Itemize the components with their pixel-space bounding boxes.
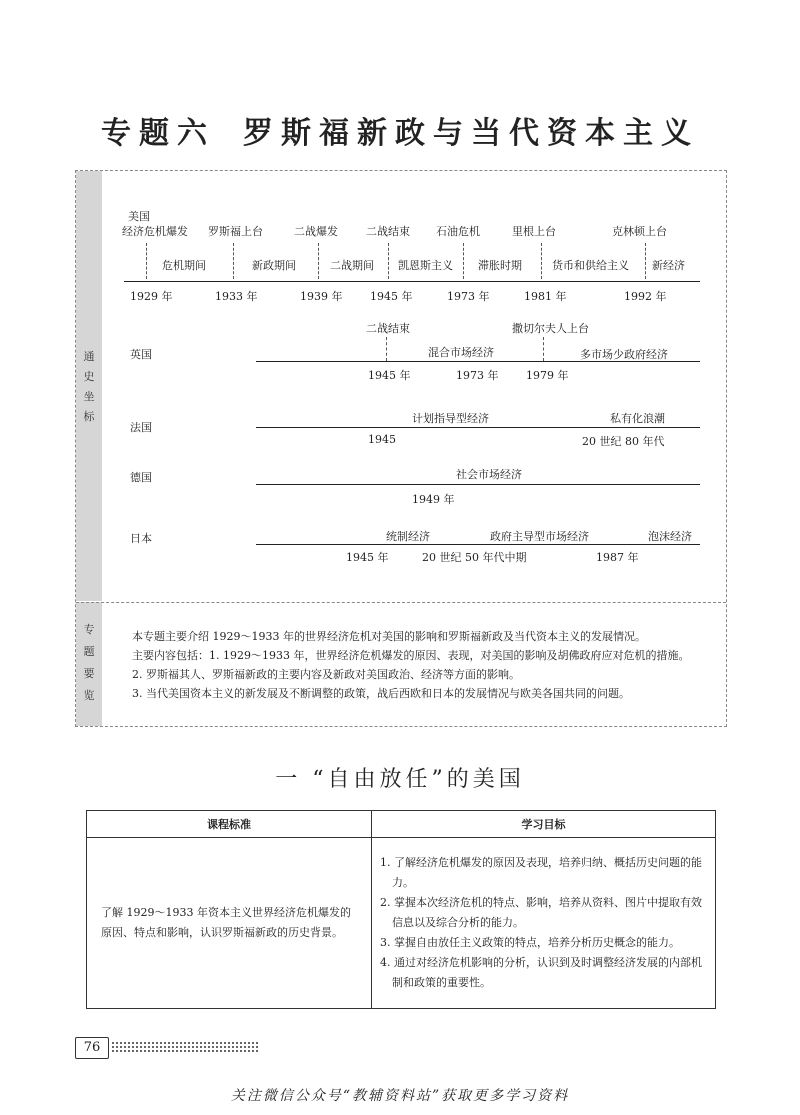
timeline-period: 凯恩斯主义 (398, 259, 453, 272)
timeline-year: 1973 年 (456, 369, 499, 382)
timeline-period: 社会市场经济 (456, 468, 522, 481)
timeline-label: 美国 (128, 210, 150, 223)
timeline-year: 1981 年 (524, 290, 567, 303)
timeline-tick (645, 243, 646, 279)
timeline-period: 危机期间 (162, 259, 206, 272)
side-char: 通 (83, 350, 95, 363)
country-label: 日本 (130, 532, 152, 545)
table-header: 学习目标 (372, 811, 716, 838)
timeline-axis (256, 484, 700, 485)
overview-line: 3. 当代美国资本主义的新发展及不断调整的政策，战后西欧和日本的发展情况与欧美各国共同的问题。 (132, 687, 630, 700)
page-number-block (75, 1037, 259, 1059)
timeline-axis (256, 544, 700, 545)
timeline-label: 二战结束 (366, 322, 410, 335)
side-char: 要 (83, 667, 95, 680)
side-char: 题 (83, 645, 95, 658)
timeline-year: 1929 年 (130, 290, 173, 303)
timeline-period: 私有化浪潮 (610, 412, 665, 425)
learning-goals (372, 838, 716, 1009)
timeline-label: 二战结束 (366, 225, 410, 238)
curriculum-table (86, 810, 716, 1009)
timeline-axis (124, 281, 700, 282)
timeline-year: 1945 年 (370, 290, 413, 303)
timeline-period: 二战期间 (330, 259, 374, 272)
timeline-period: 滞胀时期 (478, 259, 522, 272)
timeline-tick (543, 337, 544, 361)
timeline-year: 1945 (368, 433, 396, 446)
goal-item: 3. 掌握自由放任主义政策的特点，培养分析历史概念的能力。 (380, 936, 680, 949)
timeline-tick (318, 243, 319, 279)
timeline-year: 20 世纪 50 年代中期 (422, 551, 527, 564)
frame-divider (76, 602, 726, 603)
table-header: 课程标准 (87, 811, 372, 838)
timeline-label: 经济危机爆发 (122, 225, 188, 238)
timeline-tick (386, 337, 387, 361)
timeline-year: 1979 年 (526, 369, 569, 382)
timeline-axis (256, 427, 700, 428)
timeline-period: 新经济 (652, 259, 685, 272)
timeline-label: 二战爆发 (294, 225, 338, 238)
timeline-year: 1933 年 (215, 290, 258, 303)
timeline-label: 石油危机 (436, 225, 480, 238)
timeline-period: 货币和供给主义 (552, 259, 629, 272)
timeline-year: 1949 年 (412, 493, 455, 506)
title-part2: 罗斯福新政与当代资本主义 (243, 116, 699, 151)
timeline-period: 计划指导型经济 (412, 412, 489, 425)
timeline-period: 多市场少政府经济 (580, 348, 668, 361)
side-char: 专 (83, 623, 95, 636)
title-part1: 专题六 (101, 116, 215, 151)
overview-side-label (76, 602, 102, 726)
timeline-tick (146, 243, 147, 279)
side-char: 坐 (83, 390, 95, 403)
footer-note: 关注微信公众号“教辅资料站”获取更多学习资料 (230, 1088, 570, 1104)
timeline-year: 1973 年 (447, 290, 490, 303)
timeline-year: 1939 年 (300, 290, 343, 303)
side-char: 标 (83, 410, 95, 423)
country-label: 英国 (130, 348, 152, 361)
timeline-label: 罗斯福上台 (208, 225, 263, 238)
timeline-period: 泡沫经济 (648, 530, 692, 543)
timeline-period: 统制经济 (386, 530, 430, 543)
page-title (0, 108, 800, 152)
timeline-period: 混合市场经济 (428, 346, 494, 359)
timeline-period: 新政期间 (252, 259, 296, 272)
goal-item: 1. 了解经济危机爆发的原因及表现，培养归纳、概括历史问题的能力。 (380, 856, 702, 889)
timeline-year: 1945 年 (346, 551, 389, 564)
curriculum-standard: 了解 1929～1933 年资本主义世界经济危机爆发的原因、特点和影响，认识罗斯福新政的历史背景。 (87, 838, 372, 1009)
timeline-period: 政府主导型市场经济 (490, 530, 589, 543)
timeline-year: 20 世纪 80 年代 (582, 435, 665, 448)
timeline-year: 1945 年 (368, 369, 411, 382)
timeline-tick (463, 243, 464, 279)
timeline-label: 克林顿上台 (612, 225, 667, 238)
goal-item: 4. 通过对经济危机影响的分析，认识到及时调整经济发展的内部机制和政策的重要性。 (380, 956, 702, 989)
side-char: 史 (83, 370, 95, 383)
timeline-year: 1987 年 (596, 551, 639, 564)
timeline-label: 撒切尔夫人上台 (512, 322, 589, 335)
timeline-axis (256, 361, 700, 362)
timeline-label: 里根上台 (512, 225, 556, 238)
goal-item: 2. 掌握本次经济危机的特点、影响，培养从资料、图片中提取有效信息以及综合分析的能力。 (380, 896, 702, 929)
page-number: 76 (75, 1037, 109, 1059)
dotted-decoration (111, 1041, 259, 1053)
timeline-year: 1992 年 (624, 290, 667, 303)
overview-line: 2. 罗斯福其人、罗斯福新政的主要内容及新政对美国政治、经济等方面的影响。 (132, 668, 520, 681)
overview-line: 本专题主要介绍 1929～1933 年的世界经济危机对美国的影响和罗斯福新政及当代资本主义的发展情况。 (132, 630, 646, 643)
section-title: 一 “自由放任”的美国 (275, 767, 525, 792)
overview-line: 主要内容包括：1. 1929～1933 年，世界经济危机爆发的原因、表现，对美国的影响及胡佛政府应对危机的措施。 (132, 649, 690, 662)
timeline-tick (233, 243, 234, 279)
country-label: 法国 (130, 421, 152, 434)
side-char: 览 (83, 689, 95, 702)
timeline-tick (541, 243, 542, 279)
timeline-side-label (76, 171, 102, 601)
timeline-tick (388, 243, 389, 279)
country-label: 德国 (130, 471, 152, 484)
